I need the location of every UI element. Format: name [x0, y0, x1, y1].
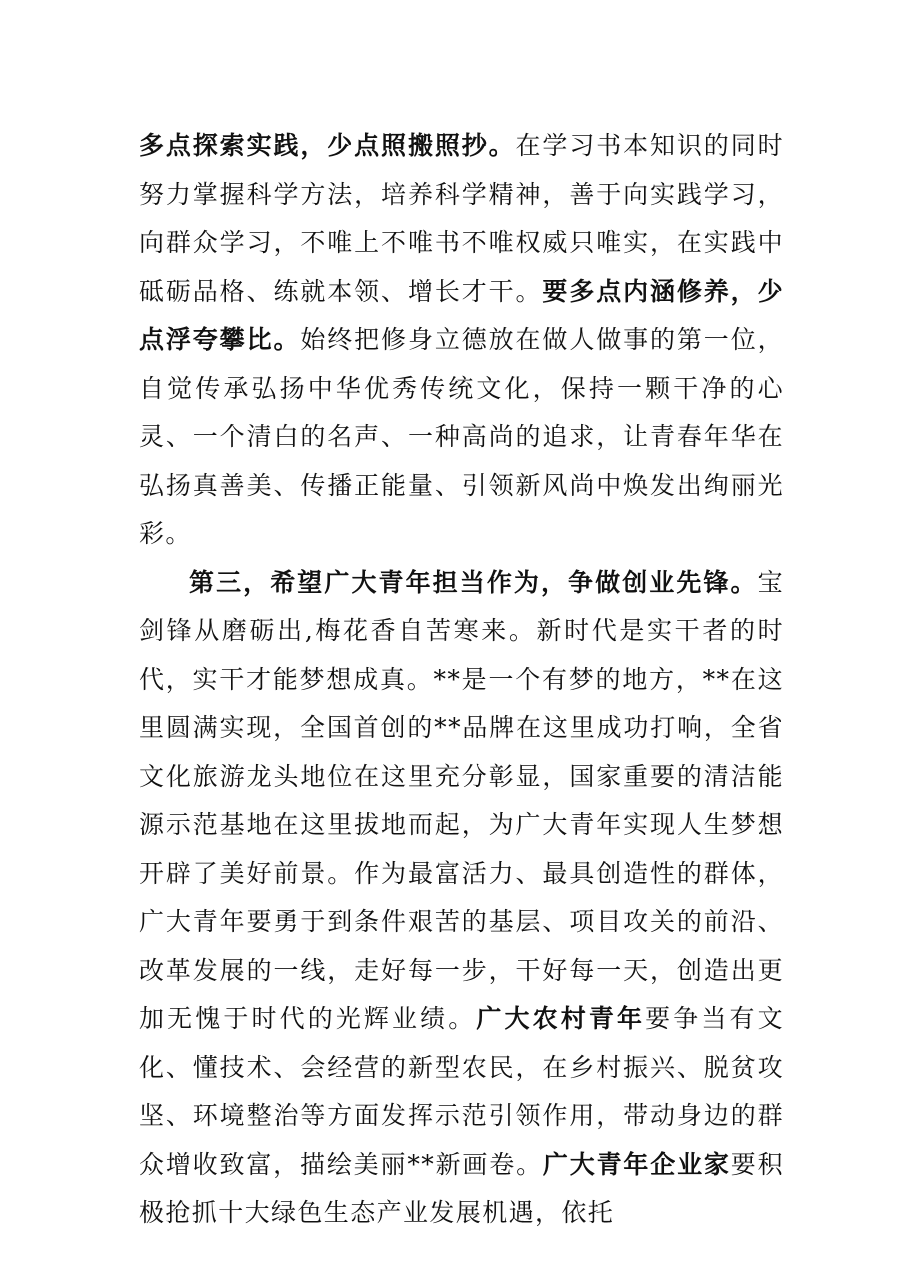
- text-inner-cultivation: 始终把修身立德放在做人做事的第一位，自觉传承弘扬中华优秀传统文化，保持一颗干净的心灵、一个清白的名声、一种高尚的追求，让青春年华在弘扬真善美、传播正能量、引领新风尚中焕发出绚丽光彩。: [139, 325, 784, 548]
- text-rural-youth: 要争当有文化、懂技术、会经营的新型农民，在乡村振兴、脱贫攻坚、环境整治等方面发挥示范引领作用，带动身边的群众增收致富，描绘美丽**新画卷。: [139, 1004, 784, 1179]
- heading-young-entrepreneurs: 广大青年企业家: [542, 1149, 731, 1179]
- text-third-hope: 宝剑锋从磨砺出,梅花香自苦寒来。新时代是实干者的时代，实干才能梦想成真。**是一个有梦的地方，**在这里圆满实现，全国首创的**品牌在这里成功打响，全省文化旅游龙头地位在这里充分彰显，国家重要的清洁能源示范基地在这里拔地而起，为广大青年实现人生梦想开辟了美好前景。作为最富活力、最具创造性的群体，广大青年要勇于到条件艰苦的基层、项目攻关的前沿、改革发展的一线，走好每一步，干好每一天，创造出更加无愧于时代的光辉业绩。: [139, 567, 784, 1033]
- text-young-entrepreneurs: 要积极抢抓十大绿色生态产业发展机遇，依托: [139, 1149, 784, 1227]
- text-explore-practice: 在学习书本知识的同时努力掌握科学方法，培养科学精神，善于向实践学习，向群众学习，不唯上不唯书不唯权威只唯实，在实践中砥砺品格、练就本领、增长才干。: [139, 131, 784, 306]
- heading-explore-practice: 多点探索实践，少点照搬照抄。: [139, 131, 516, 160]
- heading-inner-cultivation: 要多点内涵修养，少点浮夸攀比。: [139, 276, 784, 354]
- body-text: [139, 122, 784, 1238]
- paragraph-practice-and-cultivation: [139, 122, 784, 559]
- paragraph-third-hope: [139, 559, 784, 1238]
- heading-rural-youth: 广大农村青年: [476, 1004, 646, 1033]
- heading-third-hope: 第三，希望广大青年担当作为，争做创业先锋。: [189, 567, 758, 597]
